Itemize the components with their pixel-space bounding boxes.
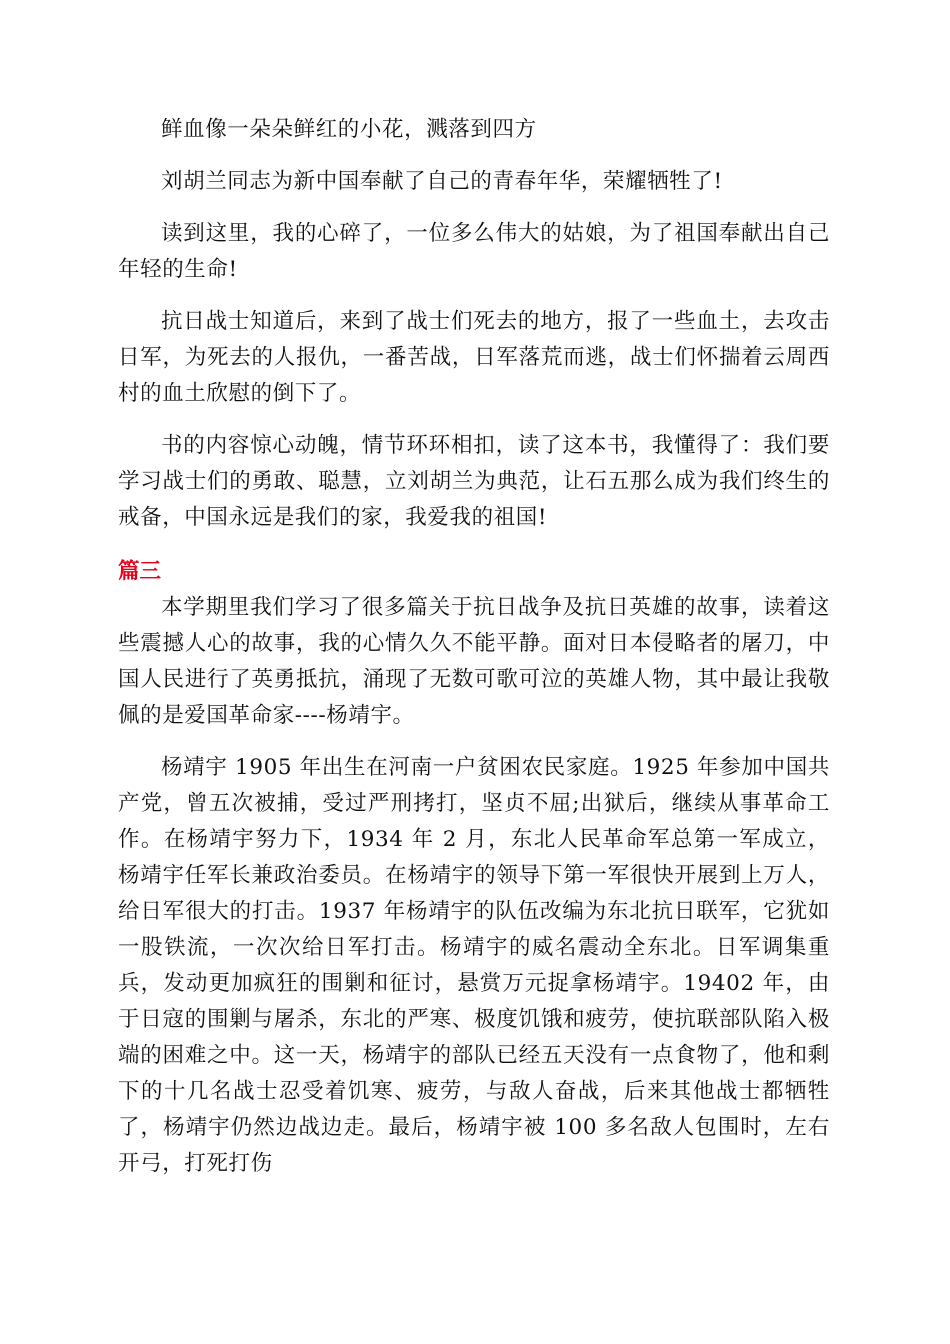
document-page bbox=[118, 112, 830, 1182]
paragraph-book-lesson: 书的内容惊心动魄，情节环环相扣，读了这本书，我懂得了：我们要学习战士们的勇敢、聪慧，立刘胡兰为典范，让石五那么成为我们终生的戒备，中国永远是我们的家，我爱我的祖国! bbox=[118, 433, 830, 530]
section-heading: 篇三 bbox=[118, 559, 162, 584]
paragraph-blood-flowers: 鲜血像一朵朵鲜红的小花，溅落到四方 bbox=[161, 117, 537, 142]
paragraph-soldiers-revenge: 抗日战士知道后，来到了战士们死去的地方，报了一些血土，去攻击日军，为死去的人报仇，一番苦战，日军落荒而逃，战士们怀揣着云周西村的血土欣慰的倒下了。 bbox=[118, 309, 830, 406]
paragraph-liu-hulan-sacrifice: 刘胡兰同志为新中国奉献了自己的青春年华，荣耀牺牲了! bbox=[161, 169, 723, 194]
paragraph-semester-stories: 本学期里我们学习了很多篇关于抗日战争及抗日英雄的故事，读着这些震撼人心的故事，我的心情久久不能平静。面对日本侵略者的屠刀，中国人民进行了英勇抵抗，涌现了无数可歌可泣的英雄人物，其中最让我敬佩的是爱国革命家----杨靖宇。 bbox=[118, 595, 830, 728]
paragraph-heart-broken: 读到这里，我的心碎了，一位多么伟大的姑娘，为了祖国奉献出自己年轻的生命! bbox=[118, 221, 830, 282]
paragraph-yang-jingyu-bio: 杨靖宇 1905 年出生在河南一户贫困农民家庭。1925 年参加中国共产党，曾五次被捕，受过严刑拷打，坚贞不屈;出狱后，继续从事革命工作。在杨靖宇努力下，1934 年 2 月，东北人民革命军总第一军成立，杨靖宇任军长兼政治委员。在杨靖宇的领导下第一军很快开展到上万人，给日军很大的打击。1937 年杨靖宇的队伍改编为东北抗日联军，它犹如一股铁流，一次次给日军打击。杨靖宇的威名震动全东北。日军调集重兵，发动更加疯狂的围剿和征讨，悬赏万元捉拿杨靖宇。19402 年，由于日寇的围剿与屠杀，东北的严寒、极度饥饿和疲劳，使抗联部队陷入极端的困难之中。这一天，杨靖宇的部队已经五天没有一点食物了，他和剩下的十几名战士忍受着饥寒、疲劳，与敌人奋战，后来其他战士都牺牲了，杨靖宇仍然边战边走。最后，杨靖宇被 100 多名敌人包围时，左右开弓，打死打伤 bbox=[118, 755, 830, 1176]
